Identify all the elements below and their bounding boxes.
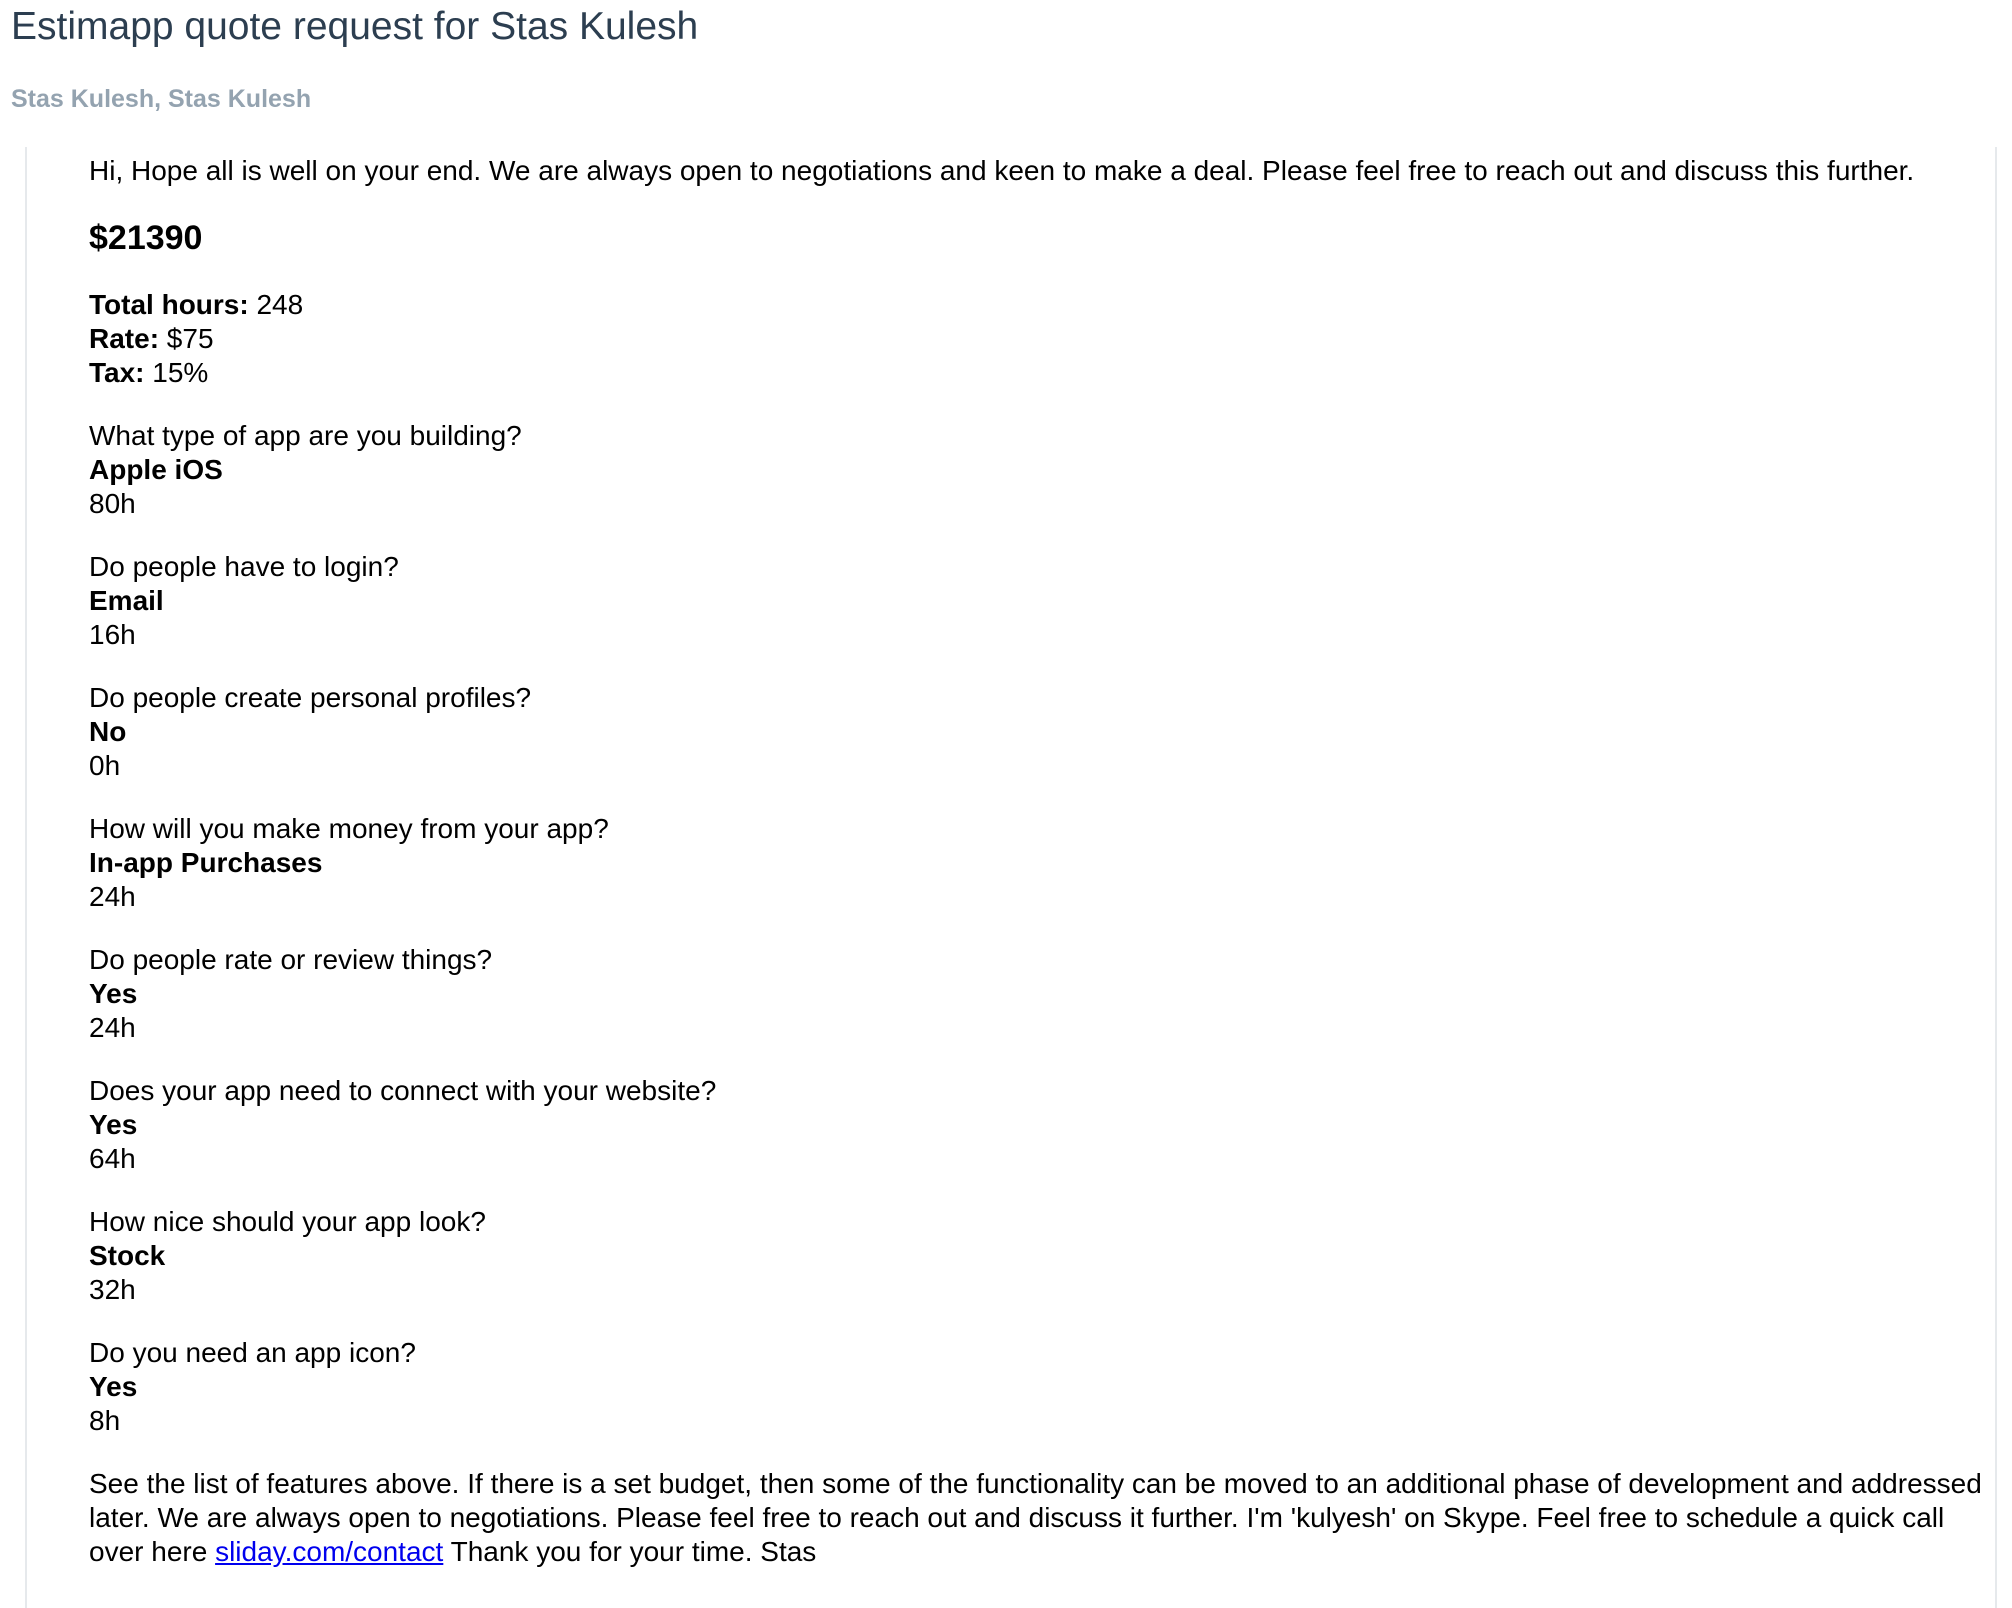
feature-answer: Yes — [89, 1371, 138, 1402]
outro-paragraph — [89, 1467, 1984, 1569]
feature-hours: 32h — [89, 1274, 136, 1305]
feature-question: How nice should your app look? — [89, 1206, 486, 1237]
contact-link[interactable]: sliday.com/contact — [215, 1536, 444, 1567]
feature-question: What type of app are you building? — [89, 420, 522, 451]
feature-answer: Email — [89, 585, 164, 616]
rate-label: Rate: — [89, 323, 160, 354]
feature-item-app-icon — [89, 1336, 1984, 1438]
quote-summary — [89, 288, 1984, 390]
feature-item-login — [89, 550, 1984, 652]
total-hours-value: 248 — [256, 289, 304, 320]
feature-hours: 64h — [89, 1143, 136, 1174]
rate-row — [89, 322, 1984, 356]
tax-value: 15% — [152, 357, 209, 388]
feature-item-profiles — [89, 681, 1984, 783]
total-hours-row — [89, 288, 1984, 322]
feature-item-ratings — [89, 943, 1984, 1045]
feature-hours: 24h — [89, 881, 136, 912]
feature-question: Do people have to login? — [89, 551, 399, 582]
email-body — [89, 154, 1984, 1569]
email-sender[interactable]: Stas Kulesh, Stas Kulesh — [11, 85, 312, 113]
tax-label: Tax: — [89, 357, 145, 388]
feature-hours: 80h — [89, 488, 136, 519]
feature-answer: Stock — [89, 1240, 166, 1271]
feature-hours: 16h — [89, 619, 136, 650]
feature-answer: Apple iOS — [89, 454, 223, 485]
total-hours-label: Total hours: — [89, 289, 249, 320]
total-price: $21390 — [89, 219, 203, 257]
feature-item-app-type — [89, 419, 1984, 521]
email-subject: Estimapp quote request for Stas Kulesh — [11, 5, 699, 48]
feature-question: Do people create personal profiles? — [89, 682, 532, 713]
rate-value: $75 — [166, 323, 214, 354]
feature-answer: No — [89, 716, 127, 747]
feature-hours: 0h — [89, 750, 121, 781]
feature-item-design — [89, 1205, 1984, 1307]
feature-hours: 24h — [89, 1012, 136, 1043]
feature-answer: In-app Purchases — [89, 847, 323, 878]
feature-question: Does your app need to connect with your website? — [89, 1075, 717, 1106]
feature-item-website-connect — [89, 1074, 1984, 1176]
intro-paragraph: Hi, Hope all is well on your end. We are always open to negotiations and keen to make a deal. Please feel free to reach out and discuss this further. — [89, 155, 1915, 186]
feature-question: How will you make money from your app? — [89, 813, 609, 844]
feature-question: Do people rate or review things? — [89, 944, 493, 975]
tax-row — [89, 356, 1984, 390]
feature-item-monetization — [89, 812, 1984, 914]
feature-answer: Yes — [89, 1109, 138, 1140]
outro-text: See the list of features above. If there is a set budget, then some of the functionality can be moved to an additional phase of development and addressed later. We are always open to negotiations. Please feel free to reach out and discuss it further. I'm 'kulyesh' on Skype. Feel free to schedule a quick call over here — [89, 1468, 1982, 1567]
outro-sign-off: Thank you for your time. Stas — [443, 1536, 817, 1567]
feature-answer: Yes — [89, 978, 138, 1009]
feature-hours: 8h — [89, 1405, 121, 1436]
feature-question: Do you need an app icon? — [89, 1337, 416, 1368]
